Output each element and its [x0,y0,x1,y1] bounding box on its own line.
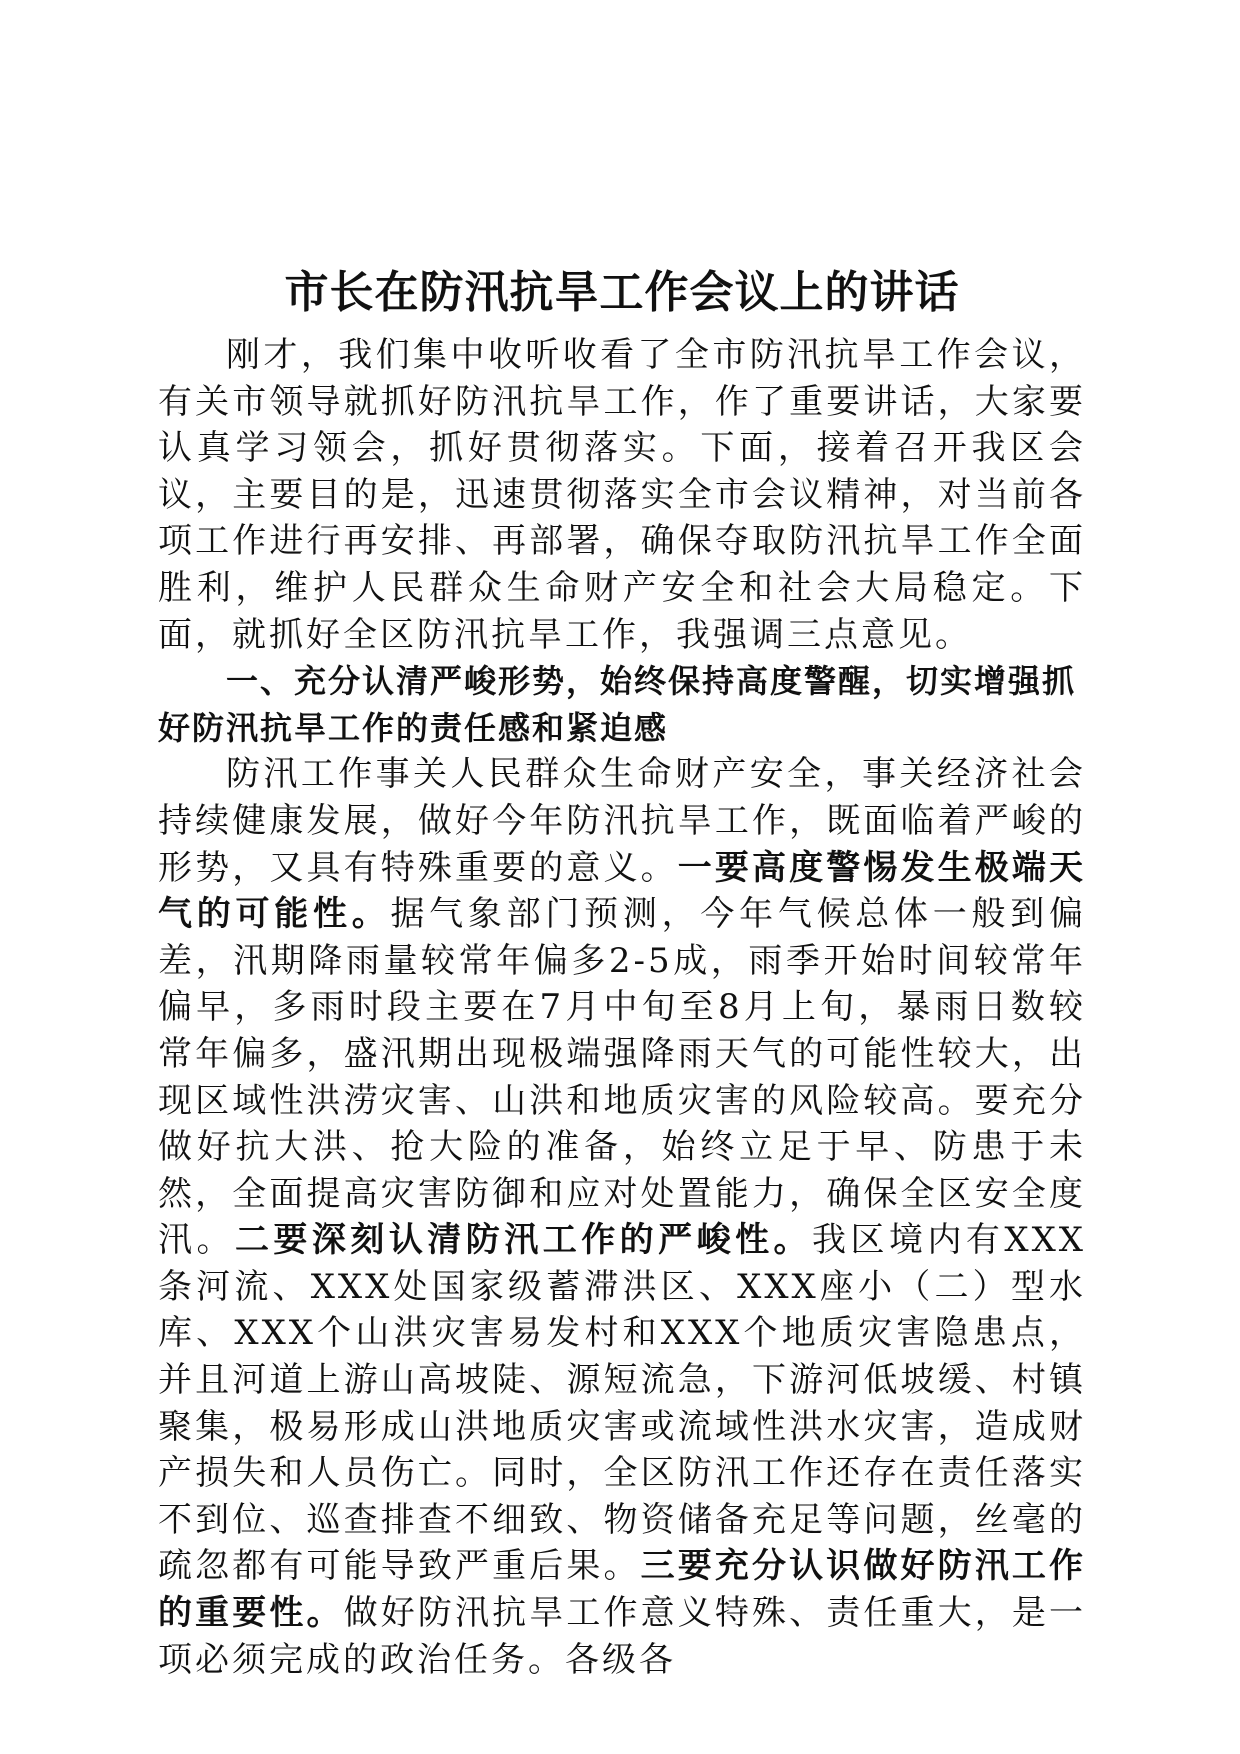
body-text-a: 防汛工作事关人民群众生命财产安全，事关经济社会持续健康发展，做好今年防汛抗旱工作，既面临着严峻的形势，又具有特殊重要的意义。 [158,754,1086,888]
section-heading-1: 一、充分认清严峻形势，始终保持高度警醒，切实增强抓好防汛抗旱工作的责任感和紧迫感 [158,662,1077,747]
intro-paragraph: 刚才，我们集中收听收看了全市防汛抗旱工作会议，有关市领导就抓好防汛抗旱工作，作了重要讲话，大家要认真学习领会，抓好贯彻落实。下面，接着召开我区会议，主要目的是，迅速贯彻落实全市会议精神，对当前各项工作进行再安排、再部署，确保夺取防汛抗旱工作全面胜利，维护人民群众生命财产安全和社会大局稳定。下面，就抓好全区防汛抗旱工作，我强调三点意见。 [158,335,1086,655]
body-text-c: 我区境内有XXX条河流、XXX处国家级蓄滞洪区、XXX座小（二）型水库、XXX个山洪灾害易发村和XXX个地质灾害隐患点，并且河道上游山高坡陡、源短流急，下游河低坡缓、村镇聚集，极易形成山洪地质灾害或流域性洪水灾害，造成财产损失和人员伤亡。同时，全区防汛工作还存在责任落实不到位、巡查排查不细致、物资储备充足等问题，丝毫的疏忽都有可能导致严重后果。 [158,1220,1087,1587]
emphasis-3: 三要充分认识做好防汛工作的重要性。 [158,1546,1086,1634]
body-paragraph-1 [158,751,1086,1683]
body-text-b: 据气象部门预测，今年气候总体一般到偏差，汛期降雨量较常年偏多2-5成，雨季开始时间较常年偏早，多雨时段主要在7月中旬至8月上旬，暴雨日数较常年偏多，盛汛期出现极端强降雨天气的可能性较大，出现区域性洪涝灾害、山洪和地质灾害的风险较高。要充分做好抗大洪、抢大险的准备，始终立足于早、防患于未然，全面提高灾害防御和应对处置能力，确保全区安全度汛。 [158,894,1087,1261]
body-text-d: 做好防汛抗旱工作意义特殊、责任重大，是一项必须完成的政治任务。各级各 [158,1593,1086,1680]
document-title: 市长在防汛抗旱工作会议上的讲话 [284,267,960,318]
document-page [158,258,1086,1683]
emphasis-2: 二要深刻认清防汛工作的严峻性。 [234,1220,813,1261]
emphasis-1: 一要高度警惕发生极端天气的可能性。 [158,847,1086,935]
